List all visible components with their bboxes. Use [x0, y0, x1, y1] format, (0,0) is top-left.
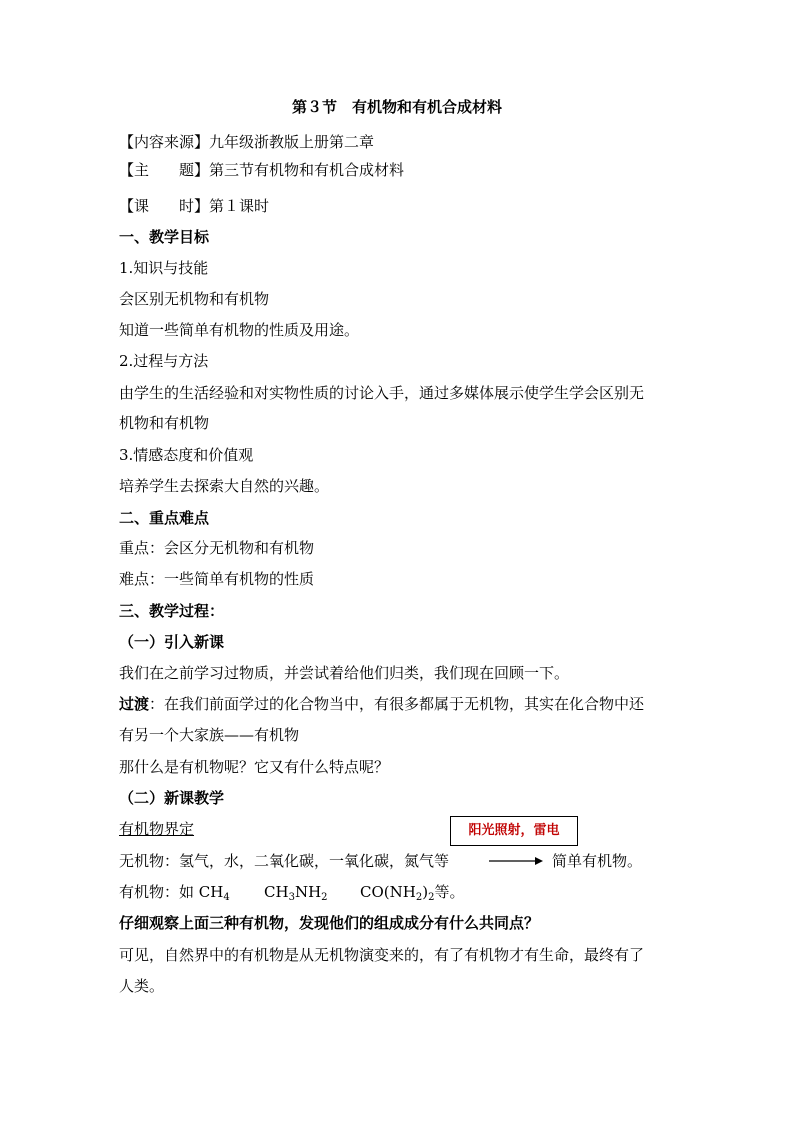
section2-key: 重点：会区分无机物和有机物 [119, 539, 315, 557]
formula-sub: 2 [415, 892, 423, 903]
formula-part: CH [264, 883, 289, 901]
header-source: 【内容来源】九年级浙教版上册第二章 [119, 133, 375, 151]
header-topic: 【主 题】第三节有机物和有机合成材料 [119, 161, 405, 179]
section1-p4: 培养学生去探索大自然的兴趣。 [119, 477, 330, 495]
conclusion-line-1: 可见，自然界中的有机物是从无机物演变来的，有了有机物才有生命，最终有了 [119, 946, 645, 964]
organic-prefix: 有机物：如 CH [119, 883, 224, 901]
transition-text: ：在我们前面学过的化合物当中，有很多都属于无机物，其实在化合物中还 [149, 695, 645, 713]
organic-examples [119, 882, 230, 902]
section3-question: 那什么是有机物呢？它又有什么特点呢？ [119, 758, 390, 776]
section2-difficulty: 难点：一些简单有机物的性质 [119, 570, 315, 588]
formula-urea [360, 882, 464, 902]
condition-box: 阳光照射，雷电 [450, 816, 578, 846]
formula-ch4-sub: 4 [223, 892, 230, 903]
section1-sub3: 3.情感态度和价值观 [119, 446, 254, 464]
section1-sub2: 2.过程与方法 [119, 352, 209, 370]
definition-heading: 有机物界定 [119, 820, 195, 838]
inorganic-line: 无机物：氢气，水，二氧化碳，一氧化碳，氮气等 [119, 852, 450, 870]
section3-part1: （一）引入新课 [119, 633, 225, 651]
section3-intro: 我们在之前学习过物质，并尝试着给他们归类，我们现在回顾一下。 [119, 664, 570, 682]
section1-heading: 一、教学目标 [119, 228, 210, 246]
section1-p3b: 机物和有机物 [119, 414, 210, 432]
section3-heading: 三、教学过程： [119, 602, 225, 620]
section1-p3a: 由学生的生活经验和对实物性质的讨论入手，通过多媒体展示使学生学会区别无 [119, 384, 645, 402]
conclusion-line-2: 人类。 [119, 977, 165, 995]
section1-p2: 知道一些简单有机物的性质及用途。 [119, 321, 360, 339]
transition-label: 过渡 [119, 695, 150, 713]
formula-part: 等。 [434, 883, 465, 901]
section1-sub1: 1.知识与技能 [119, 259, 209, 277]
transition-line-2: 有另一个大家族——有机物 [119, 726, 300, 744]
section3-part2: （二）新课教学 [119, 789, 225, 807]
formula-part: ) [422, 883, 429, 901]
transition-line [119, 694, 644, 714]
formula-sub: 2 [321, 892, 328, 903]
header-period: 【课 时】第１课时 [119, 197, 270, 215]
formula-part: CO(NH [360, 883, 416, 901]
formula-sub: 3 [288, 892, 295, 903]
section1-p1: 会区别无机物和有机物 [119, 290, 270, 308]
arrow-right-icon [489, 856, 543, 866]
formula-sub: 2 [428, 892, 435, 903]
section2-heading: 二、重点难点 [119, 509, 210, 527]
page-title: 第３节 有机物和有机合成材料 [291, 98, 502, 116]
simple-organic-label: 简单有机物。 [552, 852, 643, 870]
observe-question: 仔细观察上面三种有机物，发现他们的组成成分有什么共同点？ [119, 914, 540, 932]
formula-part: NH [294, 883, 322, 901]
formula-methylamine [264, 882, 328, 902]
